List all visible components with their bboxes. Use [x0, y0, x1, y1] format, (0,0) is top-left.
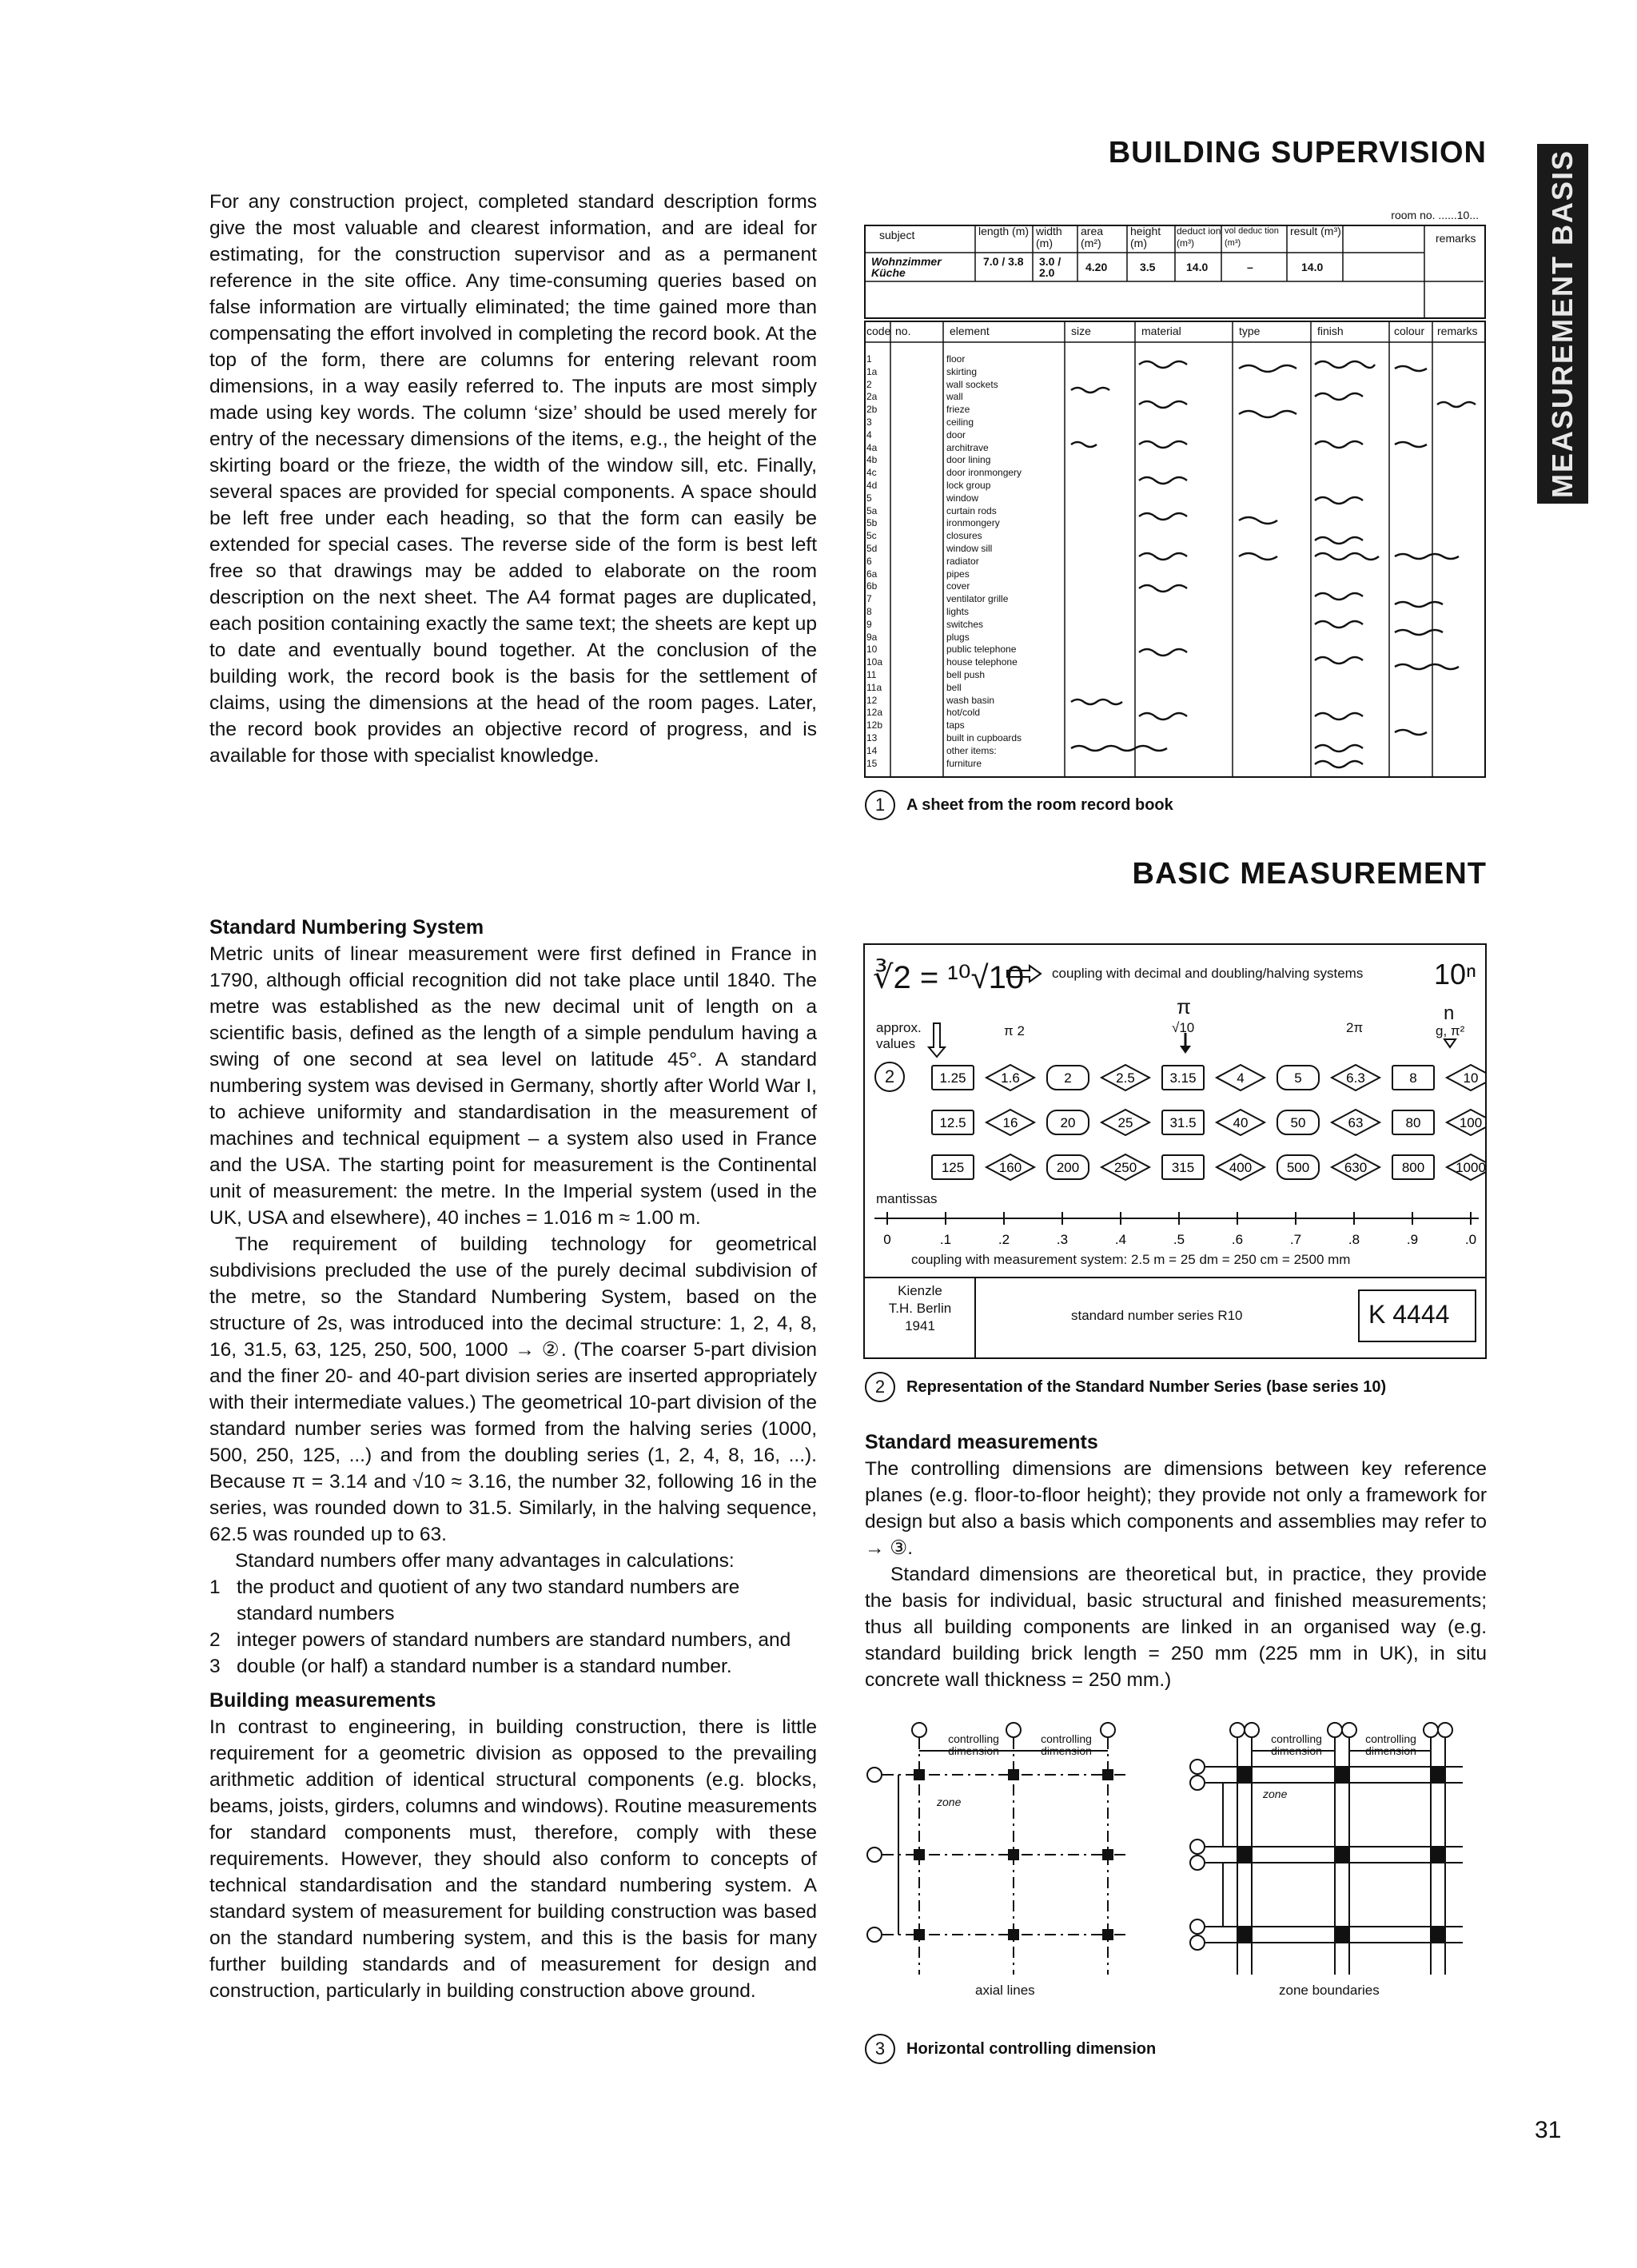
svg-text:200: 200 — [1056, 1160, 1080, 1175]
code-cell: 10a — [866, 656, 883, 668]
code-cell: 4d — [866, 479, 878, 491]
svg-text:315: 315 — [1171, 1160, 1195, 1175]
scale-tick-label: .5 — [1173, 1232, 1185, 1247]
code-cell: 9 — [866, 618, 872, 630]
list-item: 3 double (or half) a standard number is a standard number. — [209, 1656, 732, 1677]
figure3-caption — [865, 2034, 1156, 2064]
series-value — [1101, 1065, 1149, 1090]
code-cell: 11a — [866, 681, 882, 693]
coupling-text: coupling with decimal and doubling/halving systems — [1052, 966, 1364, 981]
series-value — [1332, 1065, 1380, 1090]
list-item: 2 integer powers of standard numbers are standard numbers, and — [209, 1629, 791, 1651]
figure2-caption-text: Representation of the Standard Number Series (base series 10) — [906, 1377, 1387, 1396]
sqrt10-label: √10 — [1172, 1020, 1195, 1035]
standard-number-series-figure — [863, 943, 1487, 1359]
element-cell: lights — [946, 605, 970, 617]
series-value — [1217, 1110, 1265, 1135]
section-side-tab — [1537, 144, 1588, 504]
code-cell: 8 — [866, 605, 872, 617]
svg-text:10: 10 — [1463, 1070, 1479, 1086]
figure2-number: 2 — [865, 1372, 895, 1402]
scale-tick-label: .6 — [1231, 1232, 1244, 1247]
code-cell: 12b — [866, 719, 883, 731]
col-size: size — [1071, 325, 1091, 337]
code-cell: 12a — [866, 707, 883, 719]
element-cell: architrave — [946, 441, 989, 453]
svg-text:160: 160 — [998, 1160, 1022, 1175]
series-value — [1217, 1065, 1265, 1090]
mantissas-label: mantissas — [876, 1191, 938, 1206]
svg-text:4: 4 — [1237, 1070, 1245, 1086]
ten-power-n: 10ⁿ — [1434, 958, 1477, 991]
axial-zone-diagrams — [863, 1719, 1487, 2007]
top-length-value: 7.0 / 3.8 — [983, 255, 1024, 268]
figure3-caption-text: Horizontal controlling dimension — [906, 2039, 1157, 2058]
scale-tick-label: .0 — [1464, 1232, 1477, 1247]
hdr-subject: subject — [879, 229, 915, 241]
code-cell: 11 — [866, 668, 877, 680]
svg-text:80: 80 — [1405, 1115, 1421, 1130]
standard-measurements-p2: Standard dimensions are theoretical but, in practice, they provide the basis for individual, basic structural and finished measurements; thus all building components are linked in an organised way (e.g. standard building brick length = 250 mm (225 mm in UK), in situ concrete wall thickness = 250 mm.) — [865, 1564, 1487, 1691]
pi-symbol: π — [1177, 994, 1191, 1018]
standard-measurements-p1: The controlling dimensions are dimensions between key reference planes (e.g. floor-to-floor height); they provide not only a framework for design but also a basis which components and assemblies may refer to → ③. — [865, 1458, 1487, 1559]
element-cell: built in cupboards — [946, 731, 1022, 743]
code-cell: 5d — [866, 542, 878, 554]
top-width-value: 3.0 / 2.0 — [1039, 255, 1061, 279]
svg-text:63: 63 — [1348, 1115, 1364, 1130]
code-cell: 5a — [866, 504, 878, 516]
code-cell: 4 — [866, 428, 872, 440]
figure1-caption — [865, 790, 1173, 820]
standard-numbering-p2: The requirement of building technology for geometrical subdivisions precluded the use of the purely decimal subdivision of the metre, so the Standard Numbering System, based on the structure of 2s, was introduced into the decimal structure: 1, 2, 4, 8, 16, 31.5, 63, 125, 250, 500, 1000 → ②. (The coarser 5-part division and the finer 20- and 40-part division series are inserted appropriately with their intermediate values.) The geometrical 10-part division of the standard number series was formed from the halving series (1000, 500, 250, 125, ...) and from the doubling series (1, 2, 4, 8, 16, ...). Because π = 3.14 and √10 ≈ 3.16, the number 32, following 16 in the series, was rounded down to 31.5. Similarly, in the halving sequence, 62.5 was rounded up to 63. — [209, 1234, 817, 1545]
hdr-vol-deduction: vol deduc tion (m³) — [1225, 226, 1279, 248]
code-cell: 2 — [866, 378, 872, 390]
element-cell: ventilator grille — [946, 593, 1009, 605]
element-cell: switches — [946, 618, 984, 630]
code-cell: 5c — [866, 530, 877, 542]
code-cell: 10 — [866, 644, 878, 656]
svg-text:1.6: 1.6 — [1001, 1070, 1020, 1086]
hdr-height: height (m) — [1130, 225, 1161, 249]
svg-text:630: 630 — [1344, 1160, 1368, 1175]
code-cell: 9a — [866, 631, 878, 643]
svg-text:50: 50 — [1290, 1115, 1306, 1130]
element-cell: window — [946, 492, 979, 504]
col-type: type — [1239, 325, 1261, 337]
series-value — [1217, 1154, 1265, 1180]
figure1-caption-text: A sheet from the room record book — [906, 795, 1173, 814]
building-measurements-subhead: Building measurements — [209, 1689, 436, 1712]
col-remarks: remarks — [1437, 325, 1478, 337]
scale-tick-label: .7 — [1289, 1232, 1302, 1247]
paragraph-text: For any construction project, completed standard description forms give the most valuable and clearest information, and are ideal for estimating, for the construction supervisor and as a permanent reference in the site office. Any time-consuming queries based on false information are virtually eliminated; the time gained more than compensating the effort involved in completing the record book. At the top of the form, there are columns for entering relevant room dimensions, in a way easily referred to. The inputs are most simply made using key words. The column ‘size’ should be used merely for entry of the necessary dimensions of the items, e.g., the height of the skirting board or the frieze, the width of the window sill, etc. Finally, several spaces are provided for special components. A space should be left free under each heading, so that the form can easily be extended for special cases. The reverse side of the form is best left free so that drawings may be added to elaborate on the room description on the next sheet. The A4 format pages are duplicated, each position containing exactly the same text; the sheets are kept up to date and eventually bound together. At the conclusion of the building work, the record book is the basis for the settlement of claims, using the dimensions at the head of the room pages. Later, the record book provides an objective record of progress, and is available for those with specialist knowledge. — [209, 191, 817, 767]
series-value — [932, 1155, 974, 1179]
series-value — [1101, 1154, 1149, 1180]
coupling-measure-text: coupling with measurement system: 2.5 m = 25 dm = 250 cm = 2500 mm — [911, 1252, 1351, 1267]
element-cell: cover — [946, 580, 970, 592]
top-height-value: 3.5 — [1140, 261, 1156, 273]
heading-building-supervision: BUILDING SUPERVISION — [1108, 136, 1487, 169]
top-vol-value: – — [1247, 261, 1253, 273]
svg-text:31.5: 31.5 — [1169, 1115, 1197, 1130]
element-cell: public telephone — [946, 644, 1017, 656]
code-cell: 13 — [866, 731, 878, 743]
col-colour: colour — [1394, 325, 1425, 337]
kienzle-box: Kienzle T.H. Berlin 1941 — [888, 1283, 952, 1333]
element-cell: frieze — [946, 404, 970, 416]
zone-label: zone — [1263, 1788, 1288, 1800]
svg-text:500: 500 — [1286, 1160, 1310, 1175]
hdr-width: width (m) — [1036, 225, 1062, 249]
svg-text:2: 2 — [1064, 1070, 1072, 1086]
series-value — [1392, 1110, 1434, 1134]
code-cell: 1 — [866, 353, 872, 365]
svg-text:3.15: 3.15 — [1169, 1070, 1197, 1086]
hdr-length: length (m) — [978, 225, 1030, 237]
element-cell: skirting — [946, 365, 978, 377]
svg-text:6.3: 6.3 — [1346, 1070, 1365, 1086]
code-cell: 7 — [866, 593, 872, 605]
svg-text:12.5: 12.5 — [939, 1115, 966, 1130]
element-cell: lock group — [946, 479, 991, 491]
code-cell: 6b — [866, 580, 878, 592]
element-cell: door ironmongery — [946, 467, 1022, 479]
series-value — [1047, 1155, 1089, 1179]
series-value — [1447, 1110, 1487, 1135]
series-value — [1447, 1154, 1487, 1180]
element-cell: wash basin — [946, 694, 995, 706]
element-cell: ceiling — [946, 416, 974, 428]
series-value — [1162, 1066, 1204, 1090]
series-value — [1047, 1110, 1089, 1134]
svg-text:5: 5 — [1294, 1070, 1302, 1086]
figure1-number: 1 — [865, 790, 895, 820]
element-cell: plugs — [946, 631, 970, 643]
svg-text:125: 125 — [941, 1160, 965, 1175]
code-cell: 2b — [866, 404, 878, 416]
standard-measurements-text — [865, 1429, 1487, 1693]
building-supervision-paragraph — [209, 189, 817, 769]
series-value — [1101, 1110, 1149, 1135]
scale-tick-label: .4 — [1114, 1232, 1127, 1247]
approx-values-label: approx. values — [876, 1020, 922, 1051]
element-cell: wall — [946, 391, 963, 403]
standard-measurements-subhead: Standard measurements — [865, 1431, 1098, 1453]
series-value — [1162, 1155, 1204, 1179]
code-cell: 12 — [866, 694, 878, 706]
series-value — [932, 1066, 974, 1090]
series-value — [1392, 1066, 1434, 1090]
col-no: no. — [895, 325, 911, 337]
code-cell: 3 — [866, 416, 872, 428]
scale-tick-label: .3 — [1056, 1232, 1069, 1247]
figure3-number: 3 — [865, 2034, 895, 2064]
element-cell: door — [946, 428, 966, 440]
code-list — [866, 353, 890, 770]
g-pi2-label: g, π² — [1436, 1023, 1465, 1038]
series-rows — [863, 943, 1487, 1279]
code-cell: 6 — [866, 555, 872, 567]
svg-text:16: 16 — [1002, 1115, 1018, 1130]
element-cell: bell push — [946, 668, 986, 680]
col-finish: finish — [1317, 325, 1344, 337]
zone-label: zone — [937, 1796, 962, 1808]
figure2-caption — [865, 1372, 1386, 1402]
svg-text:100: 100 — [1459, 1115, 1483, 1130]
hdr-remarks: remarks — [1436, 232, 1476, 245]
code-cell: 4a — [866, 441, 878, 453]
hdr-deduction: deduct ion (m³) — [1177, 225, 1221, 249]
col-element: element — [950, 325, 990, 337]
series-value — [1047, 1066, 1089, 1090]
element-cell: closures — [946, 530, 982, 542]
n-label: n — [1444, 1002, 1455, 1024]
element-cell: house telephone — [946, 656, 1018, 668]
series-value — [1332, 1110, 1380, 1135]
code-cell: 2a — [866, 391, 878, 403]
svg-text:250: 250 — [1113, 1160, 1137, 1175]
series-value — [932, 1110, 974, 1134]
svg-text:20: 20 — [1060, 1115, 1076, 1130]
pi-over-2: π 2 — [1004, 1023, 1025, 1038]
series-value — [1277, 1155, 1319, 1179]
hdr-area: area (m²) — [1081, 225, 1104, 249]
scale-tick-label: 0 — [883, 1232, 891, 1247]
col-material: material — [1141, 325, 1181, 337]
series-value — [1277, 1110, 1319, 1134]
list-item: 1 the product and quotient of any two standard numbers are standard numbers — [209, 1576, 740, 1624]
series-value — [986, 1110, 1034, 1135]
svg-text:2.5: 2.5 — [1116, 1070, 1135, 1086]
element-cell: pipes — [946, 568, 970, 580]
top-deduction-value: 14.0 — [1186, 261, 1209, 273]
zone-boundaries-label: zone boundaries — [1279, 1983, 1380, 1998]
room-record-sheet — [863, 205, 1487, 780]
element-cell: hot/cold — [946, 707, 981, 719]
standard-numbering-p1: Metric units of linear measurement were first defined in France in 1790, although official recognition did not take place until 1840. The metre was established as the new decimal unit of length on a scientific basis, defined as the length of a simple pendulum having a swing of one second at sea level on latitude 45°. A standard numbering system was devised in Germany, shortly after World War I, to achieve uniformity and standardisation in the measurement of machines and technical equipment – a system also used in France and the USA. The starting point for measurement is the Continental unit of measurement: the metre. In the Imperial system (used in the UK, USA and elsewhere), 40 inches = 1.016 m ≈ 1.00 m. — [209, 943, 817, 1229]
element-cell: floor — [946, 353, 966, 365]
controlling-dimension-label: controlling dimension — [1365, 1732, 1416, 1757]
code-cell: 5 — [866, 492, 872, 504]
axial-lines-label: axial lines — [975, 1983, 1035, 1998]
code-cell: 15 — [866, 757, 878, 769]
svg-text:800: 800 — [1401, 1160, 1425, 1175]
svg-text:8: 8 — [1409, 1070, 1417, 1086]
element-list — [946, 353, 1065, 770]
standard-numbering-p3: Standard numbers offer many advantages in calculations: — [235, 1550, 735, 1572]
figure2-inner-number: 2 — [874, 1062, 905, 1092]
standard-numbering-subhead: Standard Numbering System — [209, 916, 484, 939]
element-cell: window sill — [946, 542, 993, 554]
scale-tick-label: .8 — [1348, 1232, 1360, 1247]
series-value — [1447, 1065, 1487, 1090]
hdr-result: result (m³) — [1290, 225, 1341, 237]
top-subject-value: Wohnzimmer Küche — [871, 255, 942, 279]
element-cell: door lining — [946, 454, 991, 466]
two-pi-label: 2π — [1346, 1020, 1364, 1035]
element-cell: bell — [946, 681, 962, 693]
element-cell: ironmongery — [946, 517, 1000, 529]
side-tab-label: MEASUREMENT BASIS — [1546, 149, 1579, 499]
series-value — [986, 1065, 1034, 1090]
svg-text:1000: 1000 — [1456, 1160, 1486, 1175]
controlling-dimension-label: controlling dimension — [1271, 1732, 1322, 1757]
page-number: 31 — [1535, 2117, 1562, 2143]
svg-text:1.25: 1.25 — [939, 1070, 966, 1086]
building-measurements-p1: In contrast to engineering, in building construction, there is little requirement for a geometric division as opposed to the prevailing arithmetic addition of identical structural components (e.g. blocks, beams, joists, girders, columns and windows). Routine measurements for standard components must, therefore, comply with these requirements. However, they should also conform to concepts of technical standardisation and the standard numbering system. A standard system of measurement for building construction was based on the standard numbering system, and this is the basis for many further building standards and of measurement for design and construction, particularly in building construction above ground. — [209, 1716, 817, 2002]
element-cell: taps — [946, 719, 965, 731]
element-cell: other items: — [946, 744, 997, 756]
col-code: code — [866, 325, 891, 337]
code-cell: 1a — [866, 365, 878, 377]
code-cell: 4c — [866, 467, 877, 479]
formula-left: ∛2 = ¹⁰√10 — [873, 960, 1025, 995]
standard-numbering-text — [209, 915, 817, 2004]
scale-tick-label: .1 — [939, 1232, 952, 1247]
element-cell: furniture — [946, 757, 982, 769]
scale-tick-label: .9 — [1406, 1232, 1419, 1247]
heading-basic-measurement: BASIC MEASUREMENT — [1132, 857, 1487, 891]
code-cell: 5b — [866, 517, 878, 529]
controlling-dimension-figure — [863, 1719, 1487, 2007]
scale-tick-label: .2 — [998, 1232, 1010, 1247]
series-value — [1392, 1155, 1434, 1179]
room-no-label: room no. ......10... — [1391, 209, 1479, 221]
element-cell: radiator — [946, 555, 979, 567]
element-cell: curtain rods — [946, 504, 997, 516]
controlling-dimension-label: controlling dimension — [1041, 1732, 1092, 1757]
svg-text:400: 400 — [1229, 1160, 1253, 1175]
advantages-list — [209, 1574, 817, 1680]
controlling-dimension-label: controlling dimension — [948, 1732, 999, 1757]
code-cell: 6a — [866, 568, 878, 580]
svg-text:40: 40 — [1233, 1115, 1249, 1130]
svg-text:25: 25 — [1117, 1115, 1133, 1130]
code-cell: 4b — [866, 454, 878, 466]
k-number: K 4444 — [1368, 1300, 1450, 1329]
series-value — [1277, 1066, 1319, 1090]
top-result-value: 14.0 — [1301, 261, 1324, 273]
series-r10-label: standard number series R10 — [1071, 1308, 1243, 1323]
series-value — [1162, 1110, 1204, 1134]
series-value — [986, 1154, 1034, 1180]
code-cell: 14 — [866, 744, 878, 756]
series-value — [1332, 1154, 1380, 1180]
top-area-value: 4.20 — [1085, 261, 1108, 273]
element-cell: wall sockets — [946, 378, 998, 390]
